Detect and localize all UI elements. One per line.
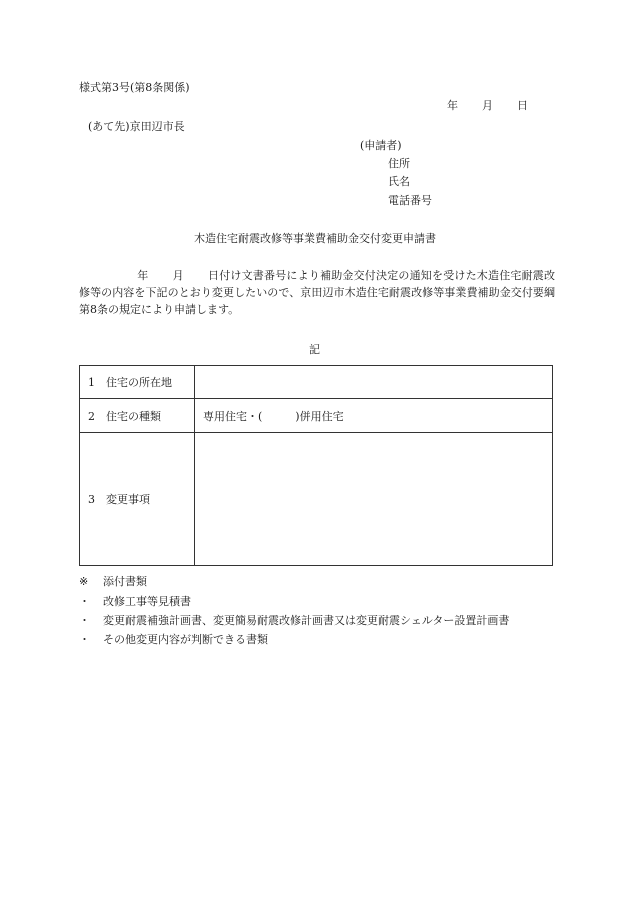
table-row (80, 399, 553, 433)
date-day: 日 (517, 99, 528, 112)
list-item (79, 633, 268, 647)
applicant-name-label: 氏名 (388, 175, 410, 188)
date-line (447, 99, 528, 113)
ki-heading: 記 (309, 343, 320, 356)
body-month: 月 (172, 269, 184, 282)
reference-mark: ※ (79, 575, 89, 588)
form-number: 様式第3号(第8条関係) (79, 81, 190, 94)
date-month: 月 (482, 99, 493, 112)
table-row (80, 366, 553, 399)
attachments-heading (79, 575, 147, 589)
list-item (79, 614, 509, 628)
applicant-phone-label: 電話番号 (388, 194, 432, 207)
change-table (79, 365, 553, 566)
row-value-location[interactable] (195, 366, 553, 399)
table-row (80, 433, 553, 566)
row-label-type: 2 住宅の種類 (80, 399, 195, 433)
attachment-item-1: 改修工事等見積書 (103, 595, 191, 608)
row-value-changes[interactable] (195, 433, 553, 566)
attachments-heading-label: 添付書類 (103, 575, 147, 588)
bullet: ・ (79, 595, 90, 608)
bullet: ・ (79, 614, 90, 627)
row-label-changes: 3 変更事項 (80, 433, 195, 566)
body-paragraph: 日付け文書番号により補助金交付決定の通知を受けた木造住宅耐震改修等の内容を下記のとおり変更したいので、京田辺市木造住宅耐震改修等事業費補助金交付要綱第8条の規定により申請します。 (79, 269, 556, 316)
body-text (79, 267, 555, 318)
addressee: (あて先)京田辺市長 (88, 120, 185, 133)
attachment-item-2: 変更耐震補強計画書、変更簡易耐震改修計画書又は変更耐震シェルター設置計画書 (103, 614, 510, 627)
document-title: 木造住宅耐震改修等事業費補助金交付変更申請書 (194, 232, 436, 245)
attachment-item-3: その他変更内容が判断できる書類 (103, 633, 268, 646)
applicant-address-label: 住所 (388, 157, 410, 170)
row-value-type[interactable]: 専用住宅・( )併用住宅 (195, 399, 553, 433)
bullet: ・ (79, 633, 90, 646)
applicant-heading: (申請者) (360, 139, 402, 152)
row-label-location: 1 住宅の所在地 (80, 366, 195, 399)
list-item (79, 595, 191, 609)
body-year: 年 (137, 269, 149, 282)
date-year: 年 (447, 99, 458, 112)
